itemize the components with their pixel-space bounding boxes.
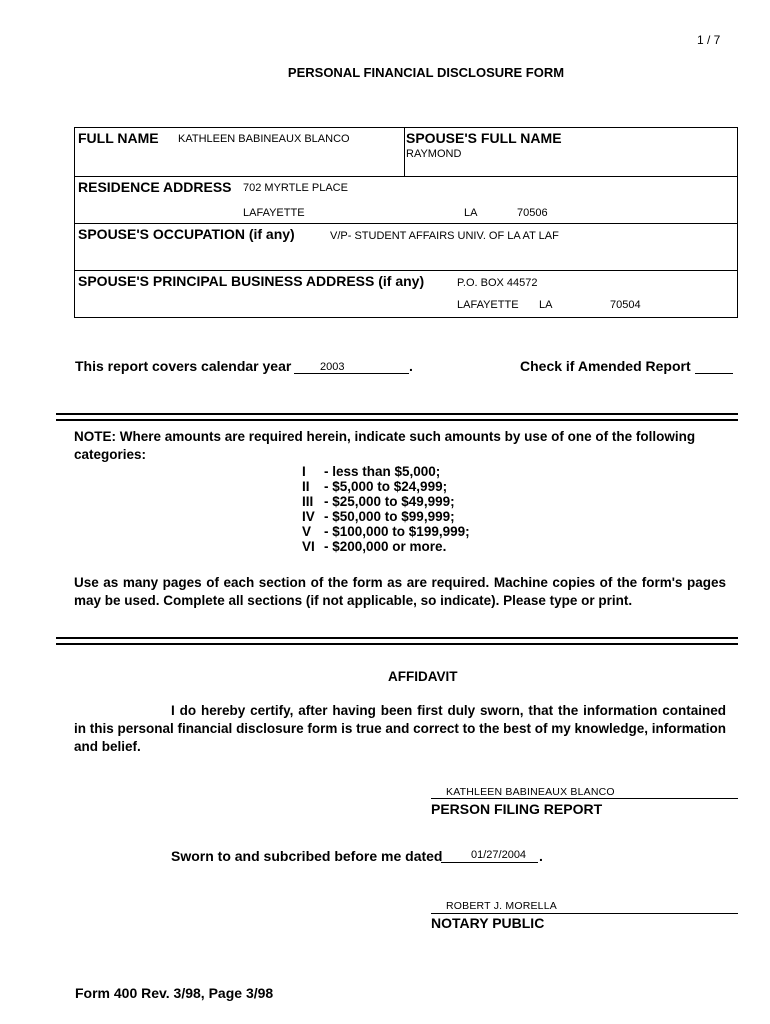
page-number: 1 / 7 bbox=[697, 33, 721, 47]
residence-city: LAFAYETTE bbox=[243, 207, 305, 219]
row-divider-3 bbox=[75, 270, 737, 271]
separator-rule-3 bbox=[56, 637, 738, 639]
amended-label: Check if Amended Report bbox=[520, 358, 691, 374]
category-item: III - $25,000 to $49,999; bbox=[302, 494, 455, 509]
sworn-label: Sworn to and subcribed before me dated bbox=[171, 848, 443, 864]
occupation-label: SPOUSE'S OCCUPATION (if any) bbox=[78, 226, 295, 242]
residence-label: RESIDENCE ADDRESS bbox=[78, 179, 232, 195]
business-line1: P.O. BOX 44572 bbox=[457, 277, 538, 289]
category-item: I - less than $5,000; bbox=[302, 464, 441, 479]
row-divider-2 bbox=[75, 223, 737, 224]
report-year-label: This report covers calendar year bbox=[75, 358, 292, 374]
category-list bbox=[302, 464, 470, 554]
category-item: II - $5,000 to $24,999; bbox=[302, 479, 448, 494]
name-divider bbox=[404, 128, 405, 176]
row-divider-1 bbox=[75, 176, 737, 177]
form-title: PERSONAL FINANCIAL DISCLOSURE FORM bbox=[287, 65, 565, 80]
residence-line1: 702 MYRTLE PLACE bbox=[243, 182, 348, 194]
notary-name: ROBERT J. MORELLA bbox=[446, 900, 557, 912]
note-text: NOTE: Where amounts are required herein, indicate such amounts by use of one of the following categories: bbox=[74, 429, 696, 462]
full-name-value: KATHLEEN BABINEAUX BLANCO bbox=[178, 133, 350, 145]
amended-checkbox-field[interactable] bbox=[695, 357, 733, 374]
spouse-name-value: RAYMOND bbox=[406, 148, 462, 160]
business-city: LAFAYETTE bbox=[457, 299, 519, 311]
sworn-date: 01/27/2004 bbox=[471, 849, 527, 861]
occupation-value: V/P- STUDENT AFFAIRS UNIV. OF LA AT LAF bbox=[330, 230, 559, 242]
separator-rule-1 bbox=[56, 413, 738, 415]
full-name-label: FULL NAME bbox=[78, 130, 159, 146]
residence-zip: 70506 bbox=[517, 207, 548, 219]
category-item: IV - $50,000 to $99,999; bbox=[302, 509, 455, 524]
category-item: VI - $200,000 or more. bbox=[302, 539, 447, 554]
report-year-value: 2003 bbox=[320, 361, 345, 373]
filer-label: PERSON FILING REPORT bbox=[431, 801, 603, 817]
affidavit-heading: AFFIDAVIT bbox=[388, 669, 458, 684]
separator-rule-4 bbox=[56, 643, 738, 645]
affidavit-text: I do hereby certify, after having been first duly sworn, that the information contained in this personal financial disclosure form is true and correct to the best of my knowledge, information and belief. bbox=[74, 703, 726, 754]
separator-rule-2 bbox=[56, 419, 738, 421]
business-address-label: SPOUSE'S PRINCIPAL BUSINESS ADDRESS (if any) bbox=[78, 273, 425, 289]
filer-name: KATHLEEN BABINEAUX BLANCO bbox=[446, 786, 615, 798]
spouse-name-label: SPOUSE'S FULL NAME bbox=[406, 130, 562, 146]
business-state: LA bbox=[539, 299, 553, 311]
category-item: V - $100,000 to $199,999; bbox=[302, 524, 470, 539]
residence-state: LA bbox=[464, 207, 478, 219]
notary-label: NOTARY PUBLIC bbox=[431, 915, 545, 931]
form-footer: Form 400 Rev. 3/98, Page 3/98 bbox=[75, 985, 274, 1001]
business-zip: 70504 bbox=[610, 299, 641, 311]
report-year-field[interactable] bbox=[294, 357, 409, 374]
instructions-text: Use as many pages of each section of the form as are required. Machine copies of the form's pages may be used. Complete all sections (if not applicable, so indicate). Please type or print. bbox=[74, 575, 726, 608]
